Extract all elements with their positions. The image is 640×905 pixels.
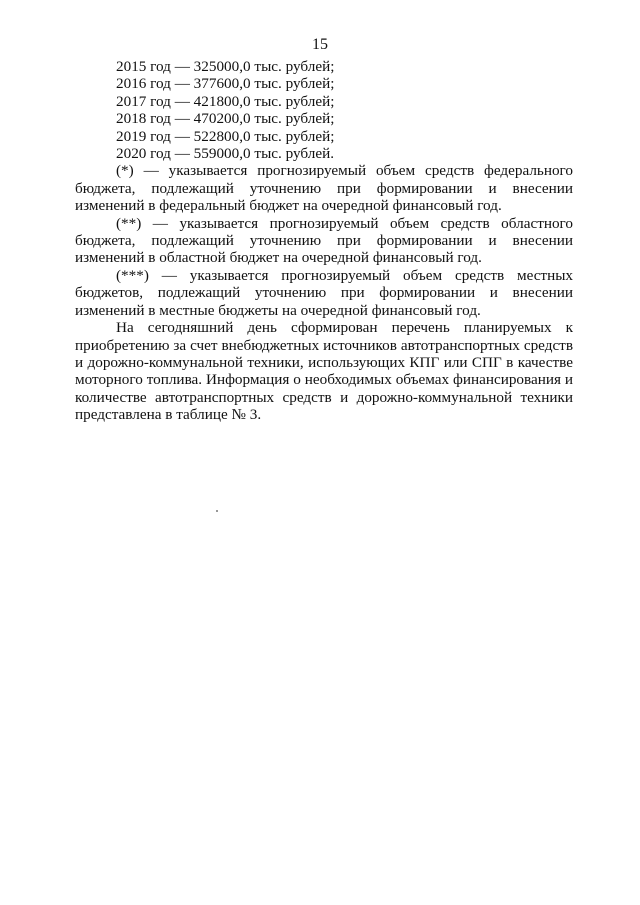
list-item: 2018 год — 470200,0 тыс. рублей;: [116, 110, 335, 128]
year-funding-list: [75, 58, 573, 162]
page-number: 15: [312, 36, 328, 53]
footnote-federal-budget: (*) — указывается прогнозируемый объем средств федерального бюджета, подлежащий уточнению при формировании и внесении изменений в федеральный бюджет на очередной финансовый год.: [75, 162, 573, 215]
list-item: 2016 год — 377600,0 тыс. рублей;: [116, 75, 335, 93]
footnote-regional-budget: (**) — указывается прогнозируемый объем средств областного бюджета, подлежащий уточнению при формировании и внесении изменений в областной бюджет на очередной финансовый год.: [75, 214, 573, 267]
page-content: [75, 58, 573, 424]
list-item: 2015 год — 325000,0 тыс. рублей;: [116, 58, 335, 75]
list-item: 2019 год — 522800,0 тыс. рублей;: [116, 127, 335, 145]
list-item: 2017 год — 421800,0 тыс. рублей;: [116, 92, 335, 110]
footnote-local-budgets: (***) — указывается прогнозируемый объем средств местных бюджетов, подлежащий уточнению при формировании и внесении изменений в местные бюджеты на очередной финансовый год.: [75, 266, 573, 319]
scan-speck: [216, 510, 218, 512]
body-paragraph-vehicle-list: На сегодняшний день сформирован перечень планируемых к приобретению за счет внебюджетных источников автотранспортных средств и дорожно-коммунальной техники, использующих КПГ или СПГ в качестве моторного топлива. Информация о необходимых объемах финансирования и количестве автотранспортных средств и дорожно-коммунальной техники представлена в таблице № 3.: [75, 319, 573, 424]
list-item: 2020 год — 559000,0 тыс. рублей.: [116, 145, 334, 163]
